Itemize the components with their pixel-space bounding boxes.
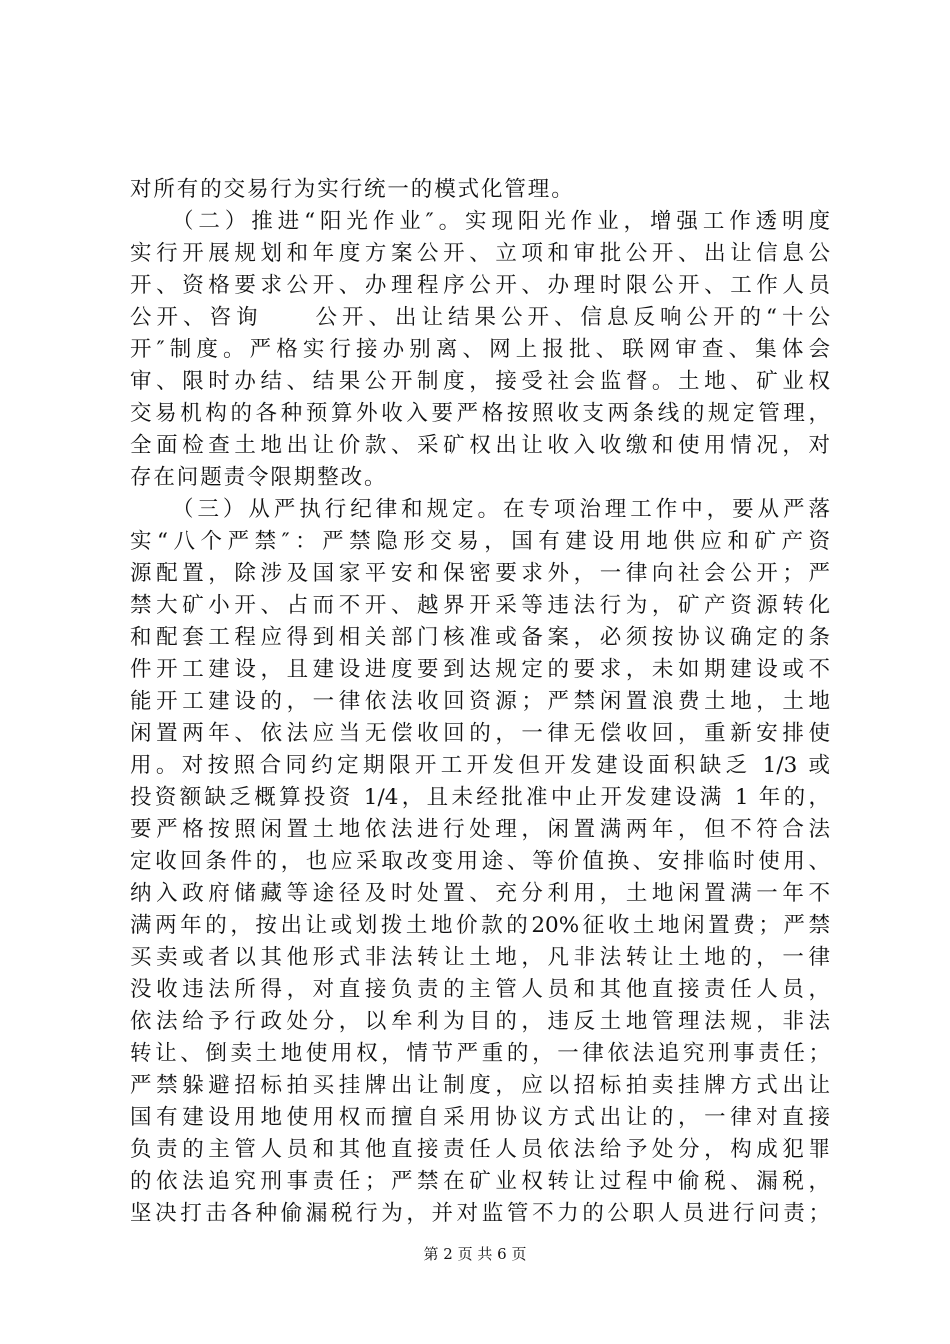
text-line: 件开工建设，且建设进度要到达规定的要求，未如期建设或不 (130, 657, 830, 682)
page-number-footer: 第 2 页 共 6 页 (423, 1245, 527, 1263)
text-line: 国有建设用地使用权而擅自采用协议方式出让的，一律对直接 (130, 1105, 830, 1130)
text-line: 要严格按照闲置土地依法进行处理，闲置满两年，但不符合法 (130, 817, 830, 842)
text-line: 负责的主管人员和其他直接责任人员依法给予处分，构成犯罪 (130, 1137, 830, 1162)
document-body (130, 174, 830, 1230)
text-line: 存在问题责令限期整改。 (130, 465, 388, 490)
text-line: 交易机构的各种预算外收入要严格按照收支两条线的规定管理， (130, 401, 830, 426)
text-line: 满两年的，按出让或划拨土地价款的20%征收土地闲置费；严禁 (130, 913, 830, 938)
text-line: 源配置，除涉及国家平安和保密要求外，一律向社会公开；严 (130, 561, 830, 586)
text-line: 开、资格要求公开、办理程序公开、办理时限公开、工作人员 (130, 273, 830, 298)
text-line: 开″制度。严格实行接办别离、网上报批、联网审查、集体会 (130, 337, 830, 362)
text-line: 买卖或者以其他形式非法转让土地，凡非法转让土地的，一律 (130, 945, 830, 970)
paragraph-start-line: （二）推进“阳光作业″。实现阳光作业，增强工作透明度 (172, 209, 830, 234)
text-line: 闲置两年、依法应当无偿收回的，一律无偿收回，重新安排使 (130, 721, 830, 746)
text-line: 依法给予行政处分，以牟利为目的，违反土地管理法规，非法 (130, 1009, 830, 1034)
text-line: 严禁躲避招标拍买挂牌出让制度，应以招标拍卖挂牌方式出让 (130, 1073, 830, 1098)
text-line: 禁大矿小开、占而不开、越界开采等违法行为，矿产资源转化 (130, 593, 830, 618)
text-line: 全面检查土地出让价款、采矿权出让收入收缴和使用情况，对 (130, 433, 830, 458)
text-line: 定收回条件的，也应采取改变用途、等价值换、安排临时使用、 (130, 849, 830, 874)
text-line: 用。对按照合同约定期限开工开发但开发建设面积缺乏 1/3 或 (130, 753, 830, 778)
text-line: 公开、咨询 公开、出让结果公开、信息反响公开的“十公 (130, 305, 830, 330)
text-line: 的依法追究刑事责任；严禁在矿业权转让过程中偷税、漏税， (130, 1169, 830, 1194)
text-line: 能开工建设的，一律依法收回资源；严禁闲置浪费土地，土地 (130, 689, 830, 714)
paragraph-start-line: （三）从严执行纪律和规定。在专项治理工作中，要从严落 (172, 497, 830, 522)
text-line: 实行开展规划和年度方案公开、立项和审批公开、出让信息公 (130, 241, 830, 266)
text-line: 和配套工程应得到相关部门核准或备案，必须按协议确定的条 (130, 625, 830, 650)
text-line: 实“八个严禁″：严禁隐形交易，国有建设用地供应和矿产资 (130, 529, 830, 554)
text-line: 投资额缺乏概算投资 1/4，且未经批准中止开发建设满 1 年的， (130, 785, 830, 810)
text-line: 审、限时办结、结果公开制度，接受社会监督。土地、矿业权 (130, 369, 830, 394)
text-line: 坚决打击各种偷漏税行为，并对监管不力的公职人员进行问责； (130, 1201, 830, 1226)
text-line: 纳入政府储藏等途径及时处置、充分利用，土地闲置满一年不 (130, 881, 830, 906)
text-line: 转让、倒卖土地使用权，情节严重的，一律依法追究刑事责任； (130, 1041, 830, 1066)
text-line: 没收违法所得，对直接负责的主管人员和其他直接责任人员， (130, 977, 830, 1002)
text-line: 对所有的交易行为实行统一的模式化管理。 (130, 177, 575, 202)
